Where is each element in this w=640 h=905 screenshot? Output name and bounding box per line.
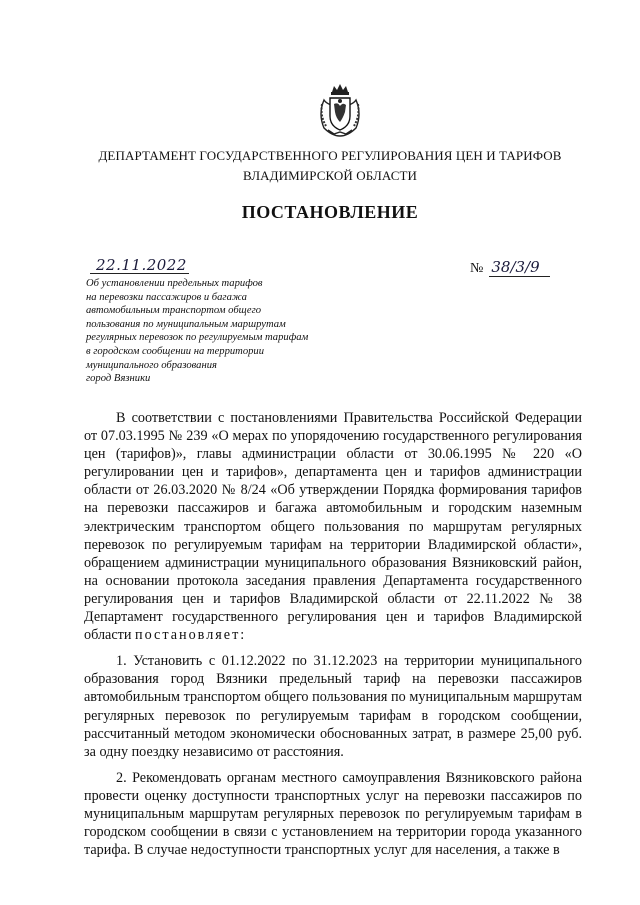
document-body <box>84 409 582 859</box>
department-name-line2: ВЛАДИМИРСКОЙ ОБЛАСТИ <box>242 168 418 183</box>
preamble-text: В соответствии с постановлениями Правительства Российской Федерации от 07.03.1995 № 239 «О мерах по упорядочению государственного регулирования цен (тарифов)», главы администрации области от 30.06.1995 № 220 «О регулировании цен и тарифов», департамента цен и тарифов администрации области от 26.03.2020 № 8/24 «Об утверждении Порядка формирования тарифов на перевозки пассажиров и багажа автомобильным и городским наземным электрическим транспортом общего пользования по маршрутам регулярных перевозок по регулируемым тарифам на территории Владимирской области», обращением администрации муниципального образования Вязниковский район, на основании протокола заседания правления Департамента государственного регулирования цен и тарифов Владимирской области от 22.11.2022 № 38 Департамент государственного регулирования цен и тарифов Владимирской области <box>84 410 582 644</box>
subject-line: пользования по муниципальным маршрутам <box>86 318 286 330</box>
document-type-heading: ПОСТАНОВЛЕНИЕ <box>241 202 419 222</box>
subject-line: муниципального образования <box>86 359 217 371</box>
department-name-line1: ДЕПАРТАМЕНТ ГОСУДАРСТВЕННОГО РЕГУЛИРОВАНИЯ ЦЕН И ТАРИФОВ <box>98 148 562 163</box>
subject-line: город Вязники <box>86 373 151 385</box>
resolves-word: постановляет: <box>134 627 247 644</box>
document-number-block <box>470 258 550 277</box>
subject-line: автомобильным транспортом общего <box>86 305 262 317</box>
subject-line: в городском сообщении на территории <box>86 345 265 357</box>
clause-2: 2. Рекомендовать органам местного самоуправления Вязниковского района провести оценку доступности транспортных услуг на перевозки пассажиров по муниципальным маршрутам регулярных перевозок по регулируемым тарифам в городском сообщении в связи с установлением на территории города указанного тарифа. В случае недоступности транспортных услуг для населения, а также в <box>84 769 582 859</box>
document-date: 22.11.2022 <box>90 257 189 274</box>
number-sign: № <box>470 261 484 276</box>
preamble-paragraph <box>84 409 582 644</box>
document-number: 38/3/9 <box>489 258 549 277</box>
subject-line: на перевозки пассажиров и багажа <box>86 291 247 303</box>
document-subject <box>86 277 356 386</box>
subject-line: Об установлении предельных тарифов <box>86 278 263 289</box>
vladimir-coat-of-arms-icon <box>316 82 364 138</box>
clause-1: 1. Установить с 01.12.2022 по 31.12.2023 на территории муниципального образования город Вязники предельный тариф на перевозки пассажиров автомобильным транспортом общего пользования по муниципальным маршрутам регулярных перевозок по регулируемым тарифам в городском сообщении, рассчитанный методом экономически обоснованных затрат, в размере 25,00 руб. за одну поездку независимо от расстояния. <box>84 653 582 760</box>
subject-line: регулярных перевозок по регулируемым тарифам <box>86 332 309 344</box>
